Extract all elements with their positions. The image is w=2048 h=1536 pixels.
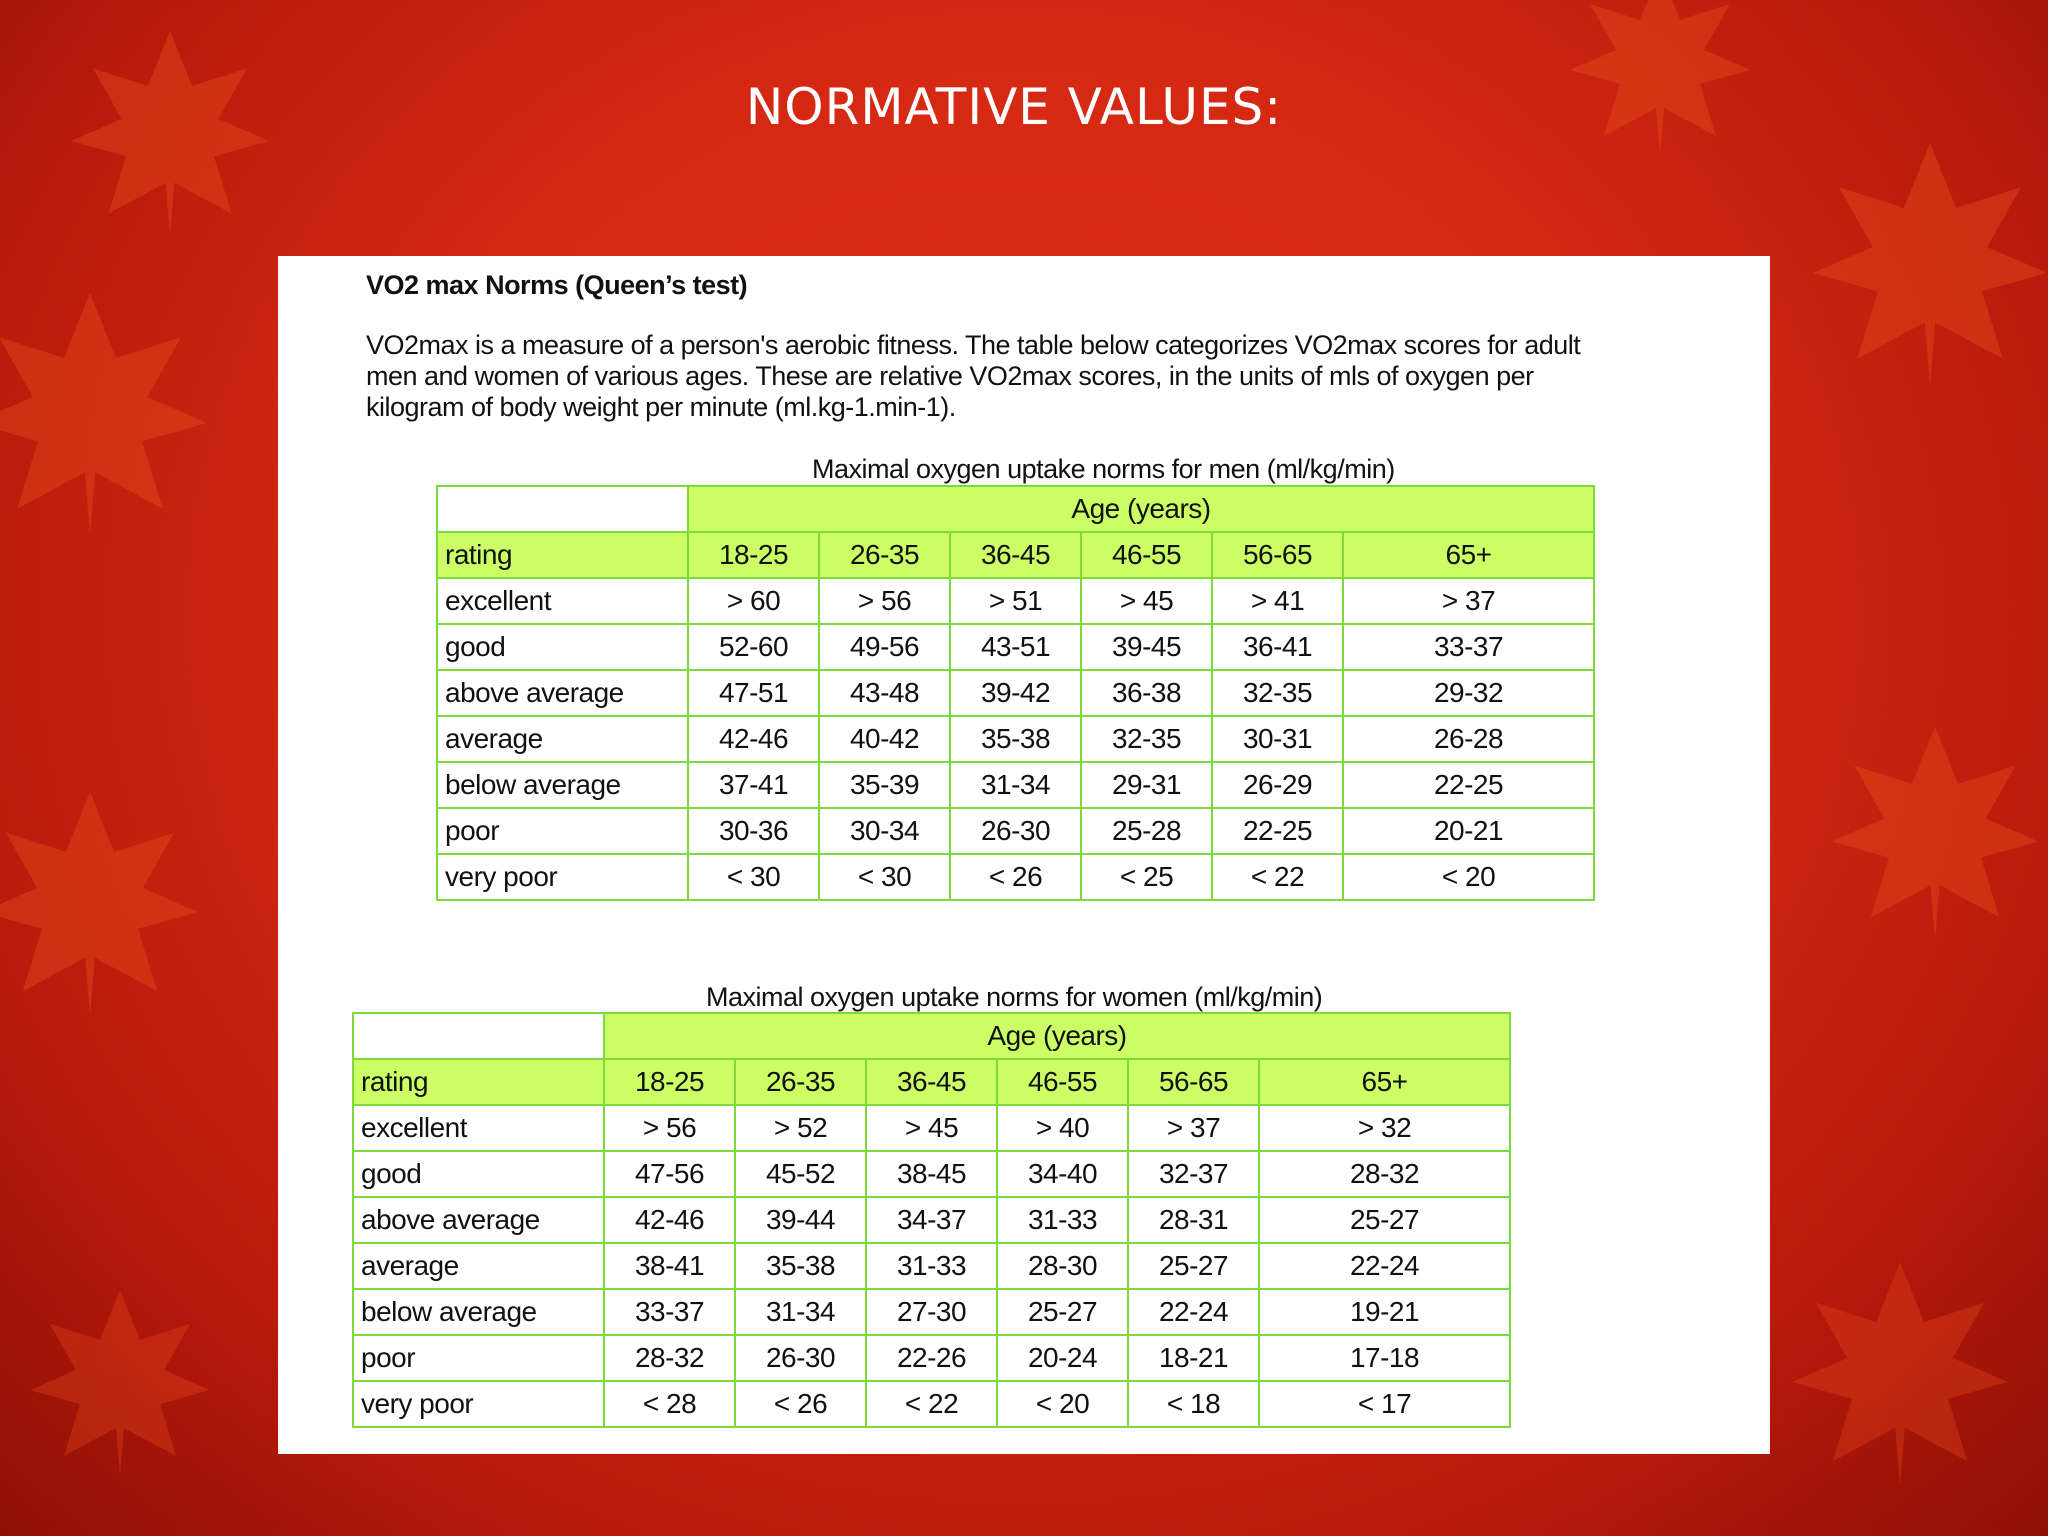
value-cell: 43-48 (819, 670, 950, 716)
table-row (437, 716, 1594, 762)
value-cell: > 45 (1081, 578, 1212, 624)
table-row (353, 1289, 1510, 1335)
value-cell: 29-32 (1343, 670, 1594, 716)
value-cell: 37-41 (688, 762, 819, 808)
rating-cell: poor (437, 808, 688, 854)
age-group-header: Age (years) (604, 1013, 1510, 1059)
value-cell: 31-34 (950, 762, 1081, 808)
value-cell: 39-42 (950, 670, 1081, 716)
value-cell: < 26 (735, 1381, 866, 1427)
document-heading: VO2 max Norms (Queen’s test) (366, 270, 748, 300)
table-row (437, 578, 1594, 624)
value-cell: < 17 (1259, 1381, 1510, 1427)
value-cell: 25-27 (997, 1289, 1128, 1335)
value-cell: 26-29 (1212, 762, 1343, 808)
value-cell: 31-34 (735, 1289, 866, 1335)
value-cell: < 28 (604, 1381, 735, 1427)
value-cell: < 30 (688, 854, 819, 900)
table-row (353, 1151, 1510, 1197)
rating-cell: below average (437, 762, 688, 808)
autumn-leaf-decoration-icon (1780, 1240, 2020, 1500)
age-column-header: 36-45 (866, 1059, 997, 1105)
autumn-leaf-decoration-icon (1820, 700, 2048, 960)
value-cell: 52-60 (688, 624, 819, 670)
age-column-header: 56-65 (1212, 532, 1343, 578)
value-cell: 45-52 (735, 1151, 866, 1197)
table-row (437, 854, 1594, 900)
value-cell: < 22 (1212, 854, 1343, 900)
column-header-row (437, 532, 1594, 578)
value-cell: 36-41 (1212, 624, 1343, 670)
value-cell: > 52 (735, 1105, 866, 1151)
rating-cell: average (437, 716, 688, 762)
value-cell: > 60 (688, 578, 819, 624)
rating-column-header: rating (437, 532, 688, 578)
value-cell: 25-27 (1128, 1243, 1259, 1289)
rating-cell: average (353, 1243, 604, 1289)
rating-cell: good (353, 1151, 604, 1197)
value-cell: 26-30 (950, 808, 1081, 854)
value-cell: > 56 (819, 578, 950, 624)
table-row (437, 762, 1594, 808)
value-cell: 22-25 (1343, 762, 1594, 808)
value-cell: 34-40 (997, 1151, 1128, 1197)
value-cell: 40-42 (819, 716, 950, 762)
paragraph-line: men and women of various ages. These are relative VO2max scores, in the units of mls of oxygen per (366, 361, 1534, 391)
value-cell: > 37 (1343, 578, 1594, 624)
value-cell: 32-35 (1212, 670, 1343, 716)
table-row (353, 1243, 1510, 1289)
value-cell: 35-38 (950, 716, 1081, 762)
rating-cell: very poor (437, 854, 688, 900)
rating-cell: poor (353, 1335, 604, 1381)
age-column-header: 56-65 (1128, 1059, 1259, 1105)
value-cell: 28-30 (997, 1243, 1128, 1289)
column-header-row (353, 1059, 1510, 1105)
table-row (437, 624, 1594, 670)
age-column-header: 65+ (1343, 532, 1594, 578)
age-group-header-row (353, 1013, 1510, 1059)
rating-cell: excellent (353, 1105, 604, 1151)
value-cell: 38-45 (866, 1151, 997, 1197)
value-cell: < 25 (1081, 854, 1212, 900)
autumn-leaf-decoration-icon (20, 1260, 220, 1500)
age-column-header: 46-55 (1081, 532, 1212, 578)
value-cell: 32-35 (1081, 716, 1212, 762)
age-column-header: 26-35 (735, 1059, 866, 1105)
value-cell: 38-41 (604, 1243, 735, 1289)
rating-cell: above average (353, 1197, 604, 1243)
age-column-header: 18-25 (604, 1059, 735, 1105)
value-cell: 22-26 (866, 1335, 997, 1381)
value-cell: 22-24 (1128, 1289, 1259, 1335)
value-cell: 28-32 (1259, 1151, 1510, 1197)
age-group-header: Age (years) (688, 486, 1594, 532)
rating-column-header: rating (353, 1059, 604, 1105)
value-cell: 27-30 (866, 1289, 997, 1335)
rating-cell: below average (353, 1289, 604, 1335)
value-cell: 17-18 (1259, 1335, 1510, 1381)
value-cell: 26-30 (735, 1335, 866, 1381)
value-cell: > 32 (1259, 1105, 1510, 1151)
value-cell: 28-31 (1128, 1197, 1259, 1243)
empty-corner-cell (353, 1013, 604, 1059)
age-column-header: 18-25 (688, 532, 819, 578)
value-cell: < 30 (819, 854, 950, 900)
value-cell: < 22 (866, 1381, 997, 1427)
value-cell: > 56 (604, 1105, 735, 1151)
value-cell: 42-46 (688, 716, 819, 762)
value-cell: > 45 (866, 1105, 997, 1151)
table-row (353, 1335, 1510, 1381)
table-row (353, 1381, 1510, 1427)
table-row (353, 1197, 1510, 1243)
document-paragraph (366, 330, 1666, 423)
value-cell: 39-44 (735, 1197, 866, 1243)
value-cell: > 37 (1128, 1105, 1259, 1151)
value-cell: 30-36 (688, 808, 819, 854)
age-group-header-row (437, 486, 1594, 532)
age-column-header: 65+ (1259, 1059, 1510, 1105)
value-cell: 20-21 (1343, 808, 1594, 854)
age-column-header: 26-35 (819, 532, 950, 578)
value-cell: > 51 (950, 578, 1081, 624)
table-row (437, 670, 1594, 716)
rating-cell: above average (437, 670, 688, 716)
value-cell: 33-37 (604, 1289, 735, 1335)
value-cell: 20-24 (997, 1335, 1128, 1381)
table-row (353, 1105, 1510, 1151)
value-cell: 33-37 (1343, 624, 1594, 670)
value-cell: 31-33 (997, 1197, 1128, 1243)
value-cell: 39-45 (1081, 624, 1212, 670)
value-cell: 42-46 (604, 1197, 735, 1243)
value-cell: 22-24 (1259, 1243, 1510, 1289)
document-image (278, 256, 1770, 1454)
value-cell: 34-37 (866, 1197, 997, 1243)
value-cell: 22-25 (1212, 808, 1343, 854)
value-cell: < 26 (950, 854, 1081, 900)
value-cell: 47-56 (604, 1151, 735, 1197)
women-norms-table (352, 1012, 1511, 1428)
value-cell: 18-21 (1128, 1335, 1259, 1381)
autumn-leaf-decoration-icon (1800, 120, 2048, 400)
value-cell: 26-28 (1343, 716, 1594, 762)
value-cell: 35-39 (819, 762, 950, 808)
table-row (437, 808, 1594, 854)
autumn-leaf-decoration-icon (0, 760, 210, 1040)
value-cell: 36-38 (1081, 670, 1212, 716)
autumn-leaf-decoration-icon (0, 260, 220, 560)
value-cell: 30-31 (1212, 716, 1343, 762)
value-cell: 47-51 (688, 670, 819, 716)
women-table-caption: Maximal oxygen uptake norms for women (ml/kg/min) (706, 982, 1323, 1012)
rating-cell: excellent (437, 578, 688, 624)
men-norms-table (436, 485, 1595, 901)
value-cell: 25-27 (1259, 1197, 1510, 1243)
paragraph-line: kilogram of body weight per minute (ml.kg-1.min-1). (366, 392, 956, 422)
value-cell: 19-21 (1259, 1289, 1510, 1335)
value-cell: > 41 (1212, 578, 1343, 624)
value-cell: > 40 (997, 1105, 1128, 1151)
value-cell: 30-34 (819, 808, 950, 854)
value-cell: 32-37 (1128, 1151, 1259, 1197)
value-cell: 49-56 (819, 624, 950, 670)
value-cell: 28-32 (604, 1335, 735, 1381)
value-cell: < 18 (1128, 1381, 1259, 1427)
age-column-header: 46-55 (997, 1059, 1128, 1105)
value-cell: 29-31 (1081, 762, 1212, 808)
men-table-caption: Maximal oxygen uptake norms for men (ml/kg/min) (812, 454, 1395, 484)
rating-cell: very poor (353, 1381, 604, 1427)
value-cell: 31-33 (866, 1243, 997, 1289)
value-cell: < 20 (997, 1381, 1128, 1427)
empty-corner-cell (437, 486, 688, 532)
value-cell: < 20 (1343, 854, 1594, 900)
slide-title: NORMATIVE VALUES: (745, 78, 1283, 136)
value-cell: 25-28 (1081, 808, 1212, 854)
paragraph-line: VO2max is a measure of a person's aerobic fitness. The table below categorizes VO2max scores for adult (366, 330, 1581, 360)
value-cell: 35-38 (735, 1243, 866, 1289)
age-column-header: 36-45 (950, 532, 1081, 578)
rating-cell: good (437, 624, 688, 670)
value-cell: 43-51 (950, 624, 1081, 670)
